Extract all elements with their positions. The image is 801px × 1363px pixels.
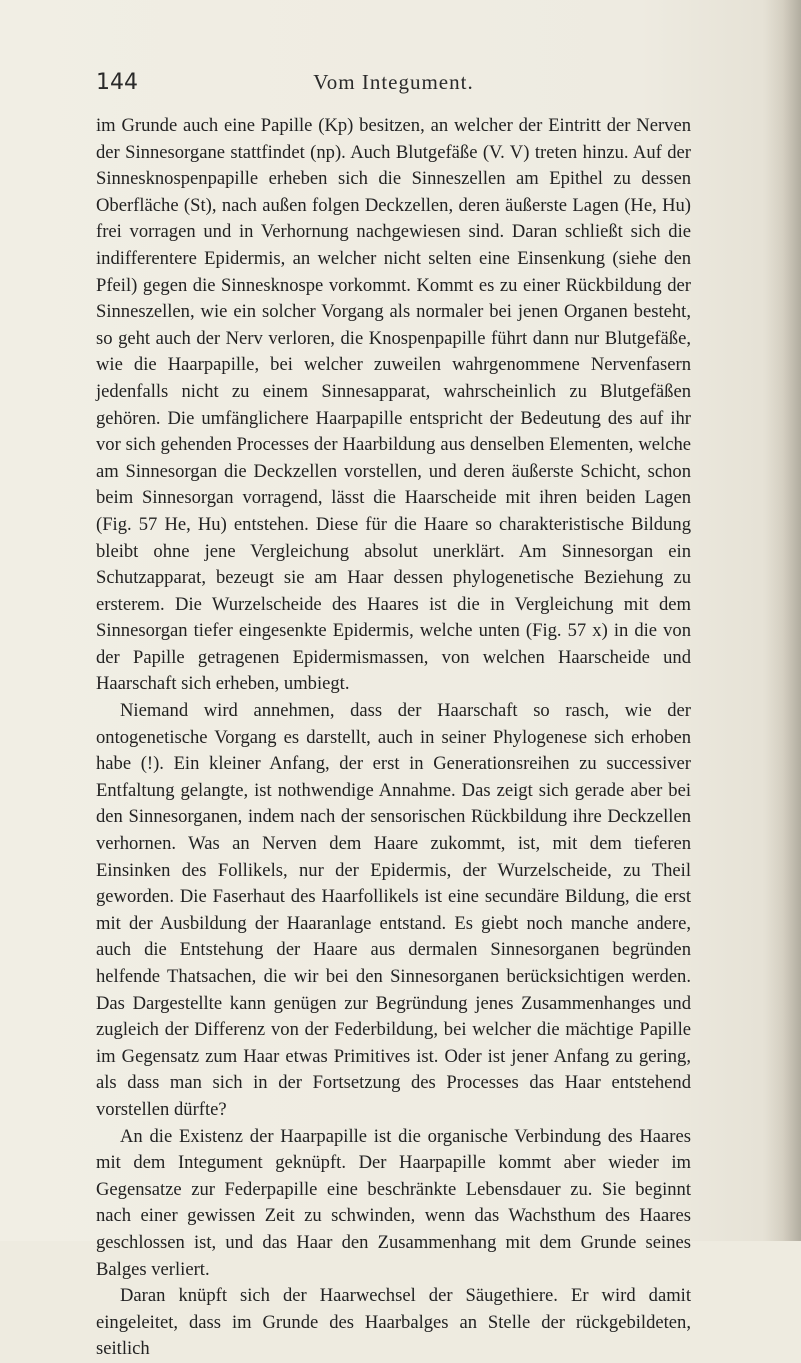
body-text — [96, 113, 691, 1363]
paragraph-2: Niemand wird annehmen, dass der Haarschaft so rasch, wie der ontogenetische Vorgang es darstellt, auch in seiner Phylogenese sich erhoben habe (!). Ein kleiner Anfang, der erst in Generationsreihen zu successiver Entfaltung gelangte, ist nothwendige Annahme. Das zeigt sich gerade aber bei den Sinnesorganen, indem nach der sensorischen Rückbildung ihre Deckzellen verhornen. Was an Nerven dem Haare zukommt, ist, mit dem tieferen Einsinken des Follikels, nur der Epidermis, der Wurzelscheide, zu Theil geworden. Die Faserhaut des Haarfollikels ist eine secundäre Bildung, die erst mit der Ausbildung der Haaranlage entstand. Es giebt noch manche andere, auch die Entstehung der Haare aus dermalen Sinnesorganen begründen helfende Thatsachen, die wir bei den Sinnesorganen berücksichtigen werden. Das Dargestellte kann genügen zur Begründung jenes Zusammenhanges und zugleich der Differenz von der Federbildung, bei welcher die mächtige Papille im Gegensatz zum Haar etwas Primitives ist. Oder ist jener Anfang zu gering, als dass man sich in der Fortsetzung des Processes das Haar entstehend vorstellen dürfte? — [96, 700, 691, 1120]
page-header — [96, 70, 691, 100]
running-head: Vom Integument. — [313, 70, 474, 94]
paragraph-4: Daran knüpft sich der Haarwechsel der Säugethiere. Er wird damit eingeleitet, dass im Grunde des Haarbalges an Stelle der rückgebildeten, seitlich — [96, 1285, 691, 1360]
page-number: 144 — [96, 70, 138, 95]
paragraph-1: im Grunde auch eine Papille (Kp) besitzen, an welcher der Eintritt der Nerven der Sinnesorgane stattfindet (np). Auch Blutgefäße (V. V) treten hinzu. Auf der Sinnesknospenpapille erheben sich die Sinneszellen am Epithel zu dessen Oberfläche (St), nach außen folgen Deckzellen, deren äußerste Lagen (He, Hu) frei vorragen und in Verhornung nachgewiesen sind. Daran schließt sich die indifferentere Epidermis, an welcher nicht selten eine Einsenkung (siehe den Pfeil) gegen die Sinnesknospe vorkommt. Kommt es zu einer Rückbildung der Sinneszellen, wie ein solcher Vorgang als normaler bei jenen Organen besteht, so geht auch der Nerv verloren, die Knospenpapille führt dann nur Blutgefäße, wie die Haarpapille, bei welcher zuweilen wahrgenommene Nervenfasern jedenfalls nicht zu einem Sinnesapparat, wahrscheinlich zu Blutgefäßen gehören. Die umfänglichere Haarpapille entspricht der Bedeutung des auf ihr vor sich gehenden Processes der Haarbildung aus denselben Elementen, welche am Sinnesorgan die Deckzellen vorstellen, und deren äußerste Schicht, schon beim Sinnesorgan vorragend, lässt die Haarscheide mit ihren beiden Lagen (Fig. 57 He, Hu) entstehen. Diese für die Haare so charakteristische Bildung bleibt ohne jene Vergleichung absolut unerklärt. Am Sinnesorgan ein Schutzapparat, bezeugt sie am Haar dessen phylogenetische Beziehung zu ersterem. Die Wurzelscheide des Haares ist die in Vergleichung mit dem Sinnesorgan tiefer eingesenkte Epidermis, welche unten (Fig. 57 x) in die von der Papille getragenen Epidermismassen, von welchen Haarscheide und Haarschaft sich erheben, umbiegt. — [96, 115, 691, 695]
page-edge-shadow — [765, 0, 801, 1241]
paragraph-3: An die Existenz der Haarpapille ist die organische Verbindung des Haares mit dem Integument geknüpft. Der Haarpapille kommt aber wieder im Gegensatze zur Federpapille eine beschränkte Lebensdauer zu. Sie beginnt nach einer gewissen Zeit zu schwinden, wenn das Wachsthum des Haares geschlossen ist, und das Haar den Zusammenhang mit dem Grunde seines Balges verliert. — [96, 1125, 691, 1280]
